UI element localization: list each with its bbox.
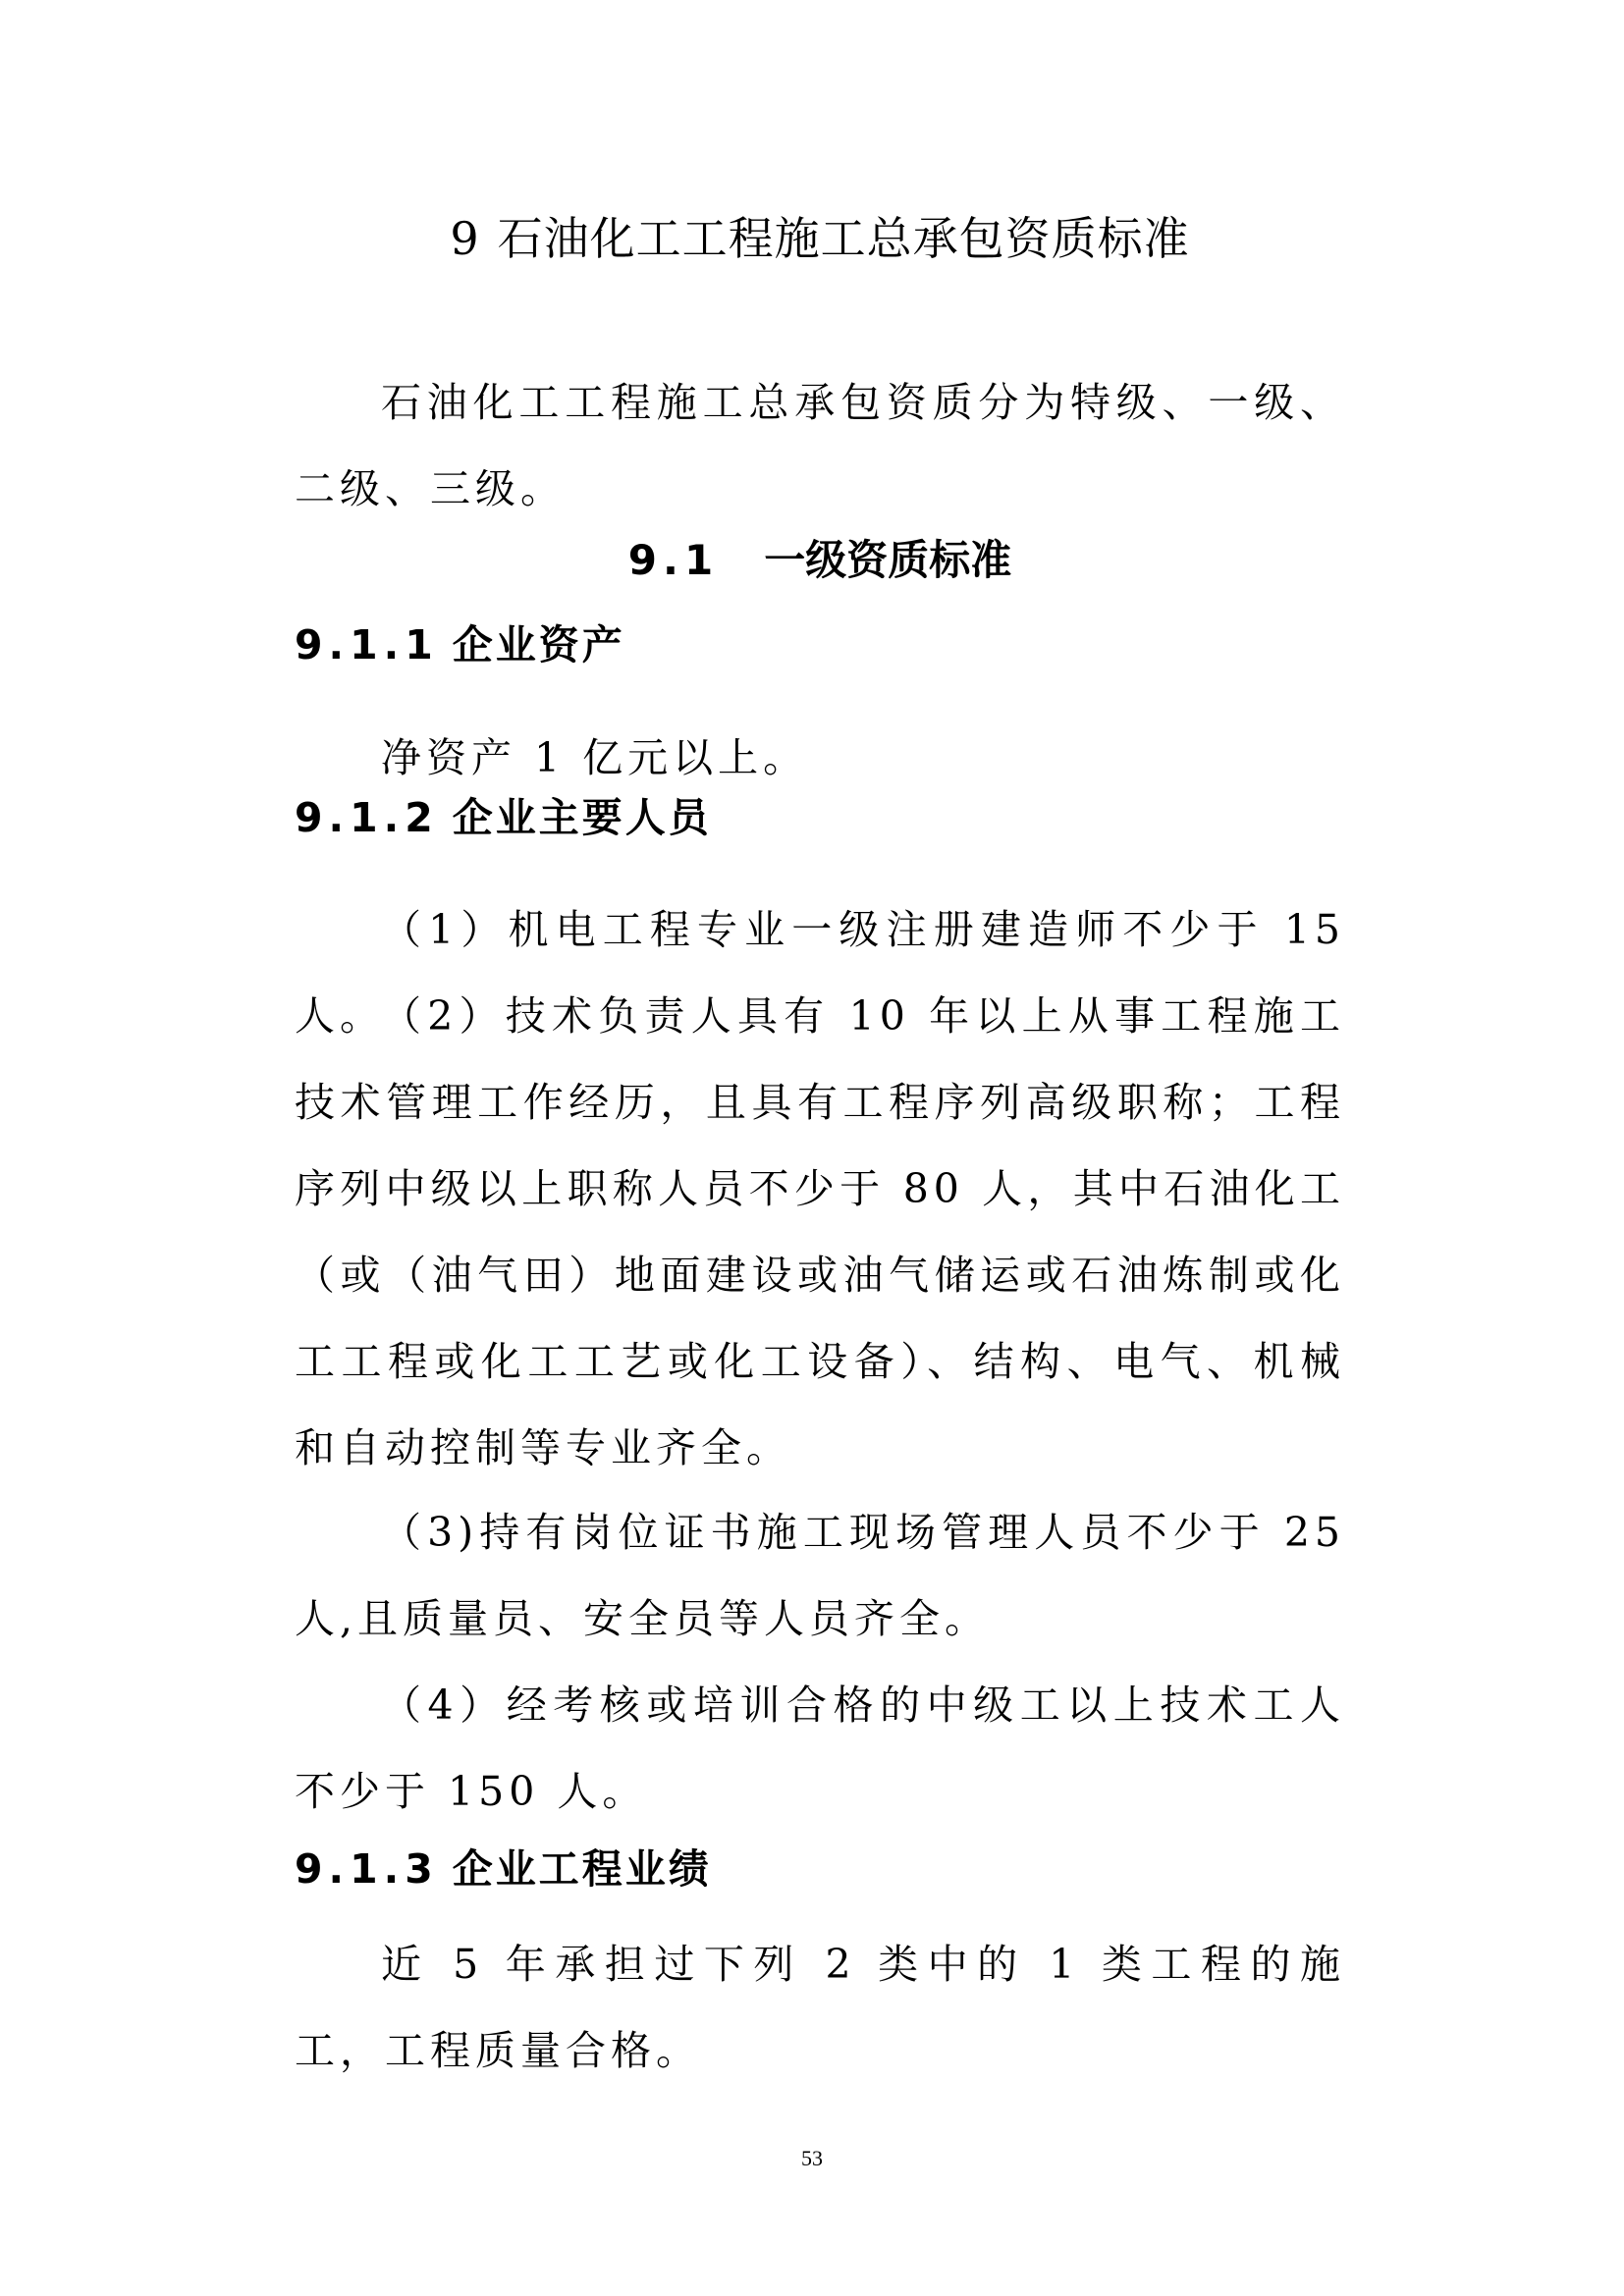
- section-heading: [295, 526, 1345, 595]
- subsection-heading-personnel: [295, 783, 1345, 852]
- section-title: 一级资质标准: [764, 536, 1012, 584]
- paragraph-personnel-2: （2）技术负责人具有 10 年以上从事工程施工技术管理工作经历，且具有工程序列高级职称；工程序列中级以上职称人员不少于 80 人，其中石油化工（或（油气田）地面建设或油气储运或石油炼制或化工工程或化工工艺或化工设备）、结构、电气、机械和自动控制等专业齐全。: [295, 992, 1345, 1471]
- page-number: 53: [801, 2146, 823, 2170]
- title-text: 石油化工工程施工总承包资质标准: [497, 212, 1190, 265]
- paragraph-personnel-1: （1）机电工程专业一级注册建造师不少于 15 人。: [295, 906, 1345, 1040]
- subsection-number: 9.1.3: [295, 1845, 439, 1893]
- subsection-title: 企业工程业绩: [452, 1845, 712, 1893]
- subsection-title: 企业主要人员: [452, 794, 712, 841]
- intro-paragraph: 石油化工工程施工总承包资质分为特级、一级、二级、三级。: [295, 379, 1345, 512]
- paragraph-personnel-4: （4）经考核或培训合格的中级工以上技术工人不少于 150 人。: [295, 1682, 1345, 1815]
- subsection-number: 9.1.1: [295, 621, 439, 668]
- paragraph-personnel-3: （3)持有岗位证书施工现场管理人员不少于 25 人,且质量员、安全员等人员齐全。: [295, 1509, 1345, 1642]
- subsection-number: 9.1.2: [295, 794, 439, 841]
- paragraph-net-assets: 净资产 1 亿元以上。: [381, 734, 809, 781]
- section-number: 9.1: [627, 536, 720, 584]
- subsection-heading-assets: [295, 611, 1345, 679]
- subsection-title: 企业资产: [452, 621, 625, 668]
- paragraph-performance: 近 5 年承担过下列 2 类中的 1 类工程的施工，工程质量合格。: [295, 1941, 1345, 2074]
- page-title: [295, 204, 1345, 273]
- title-number: 9: [450, 212, 480, 265]
- subsection-heading-performance: [295, 1835, 1345, 1903]
